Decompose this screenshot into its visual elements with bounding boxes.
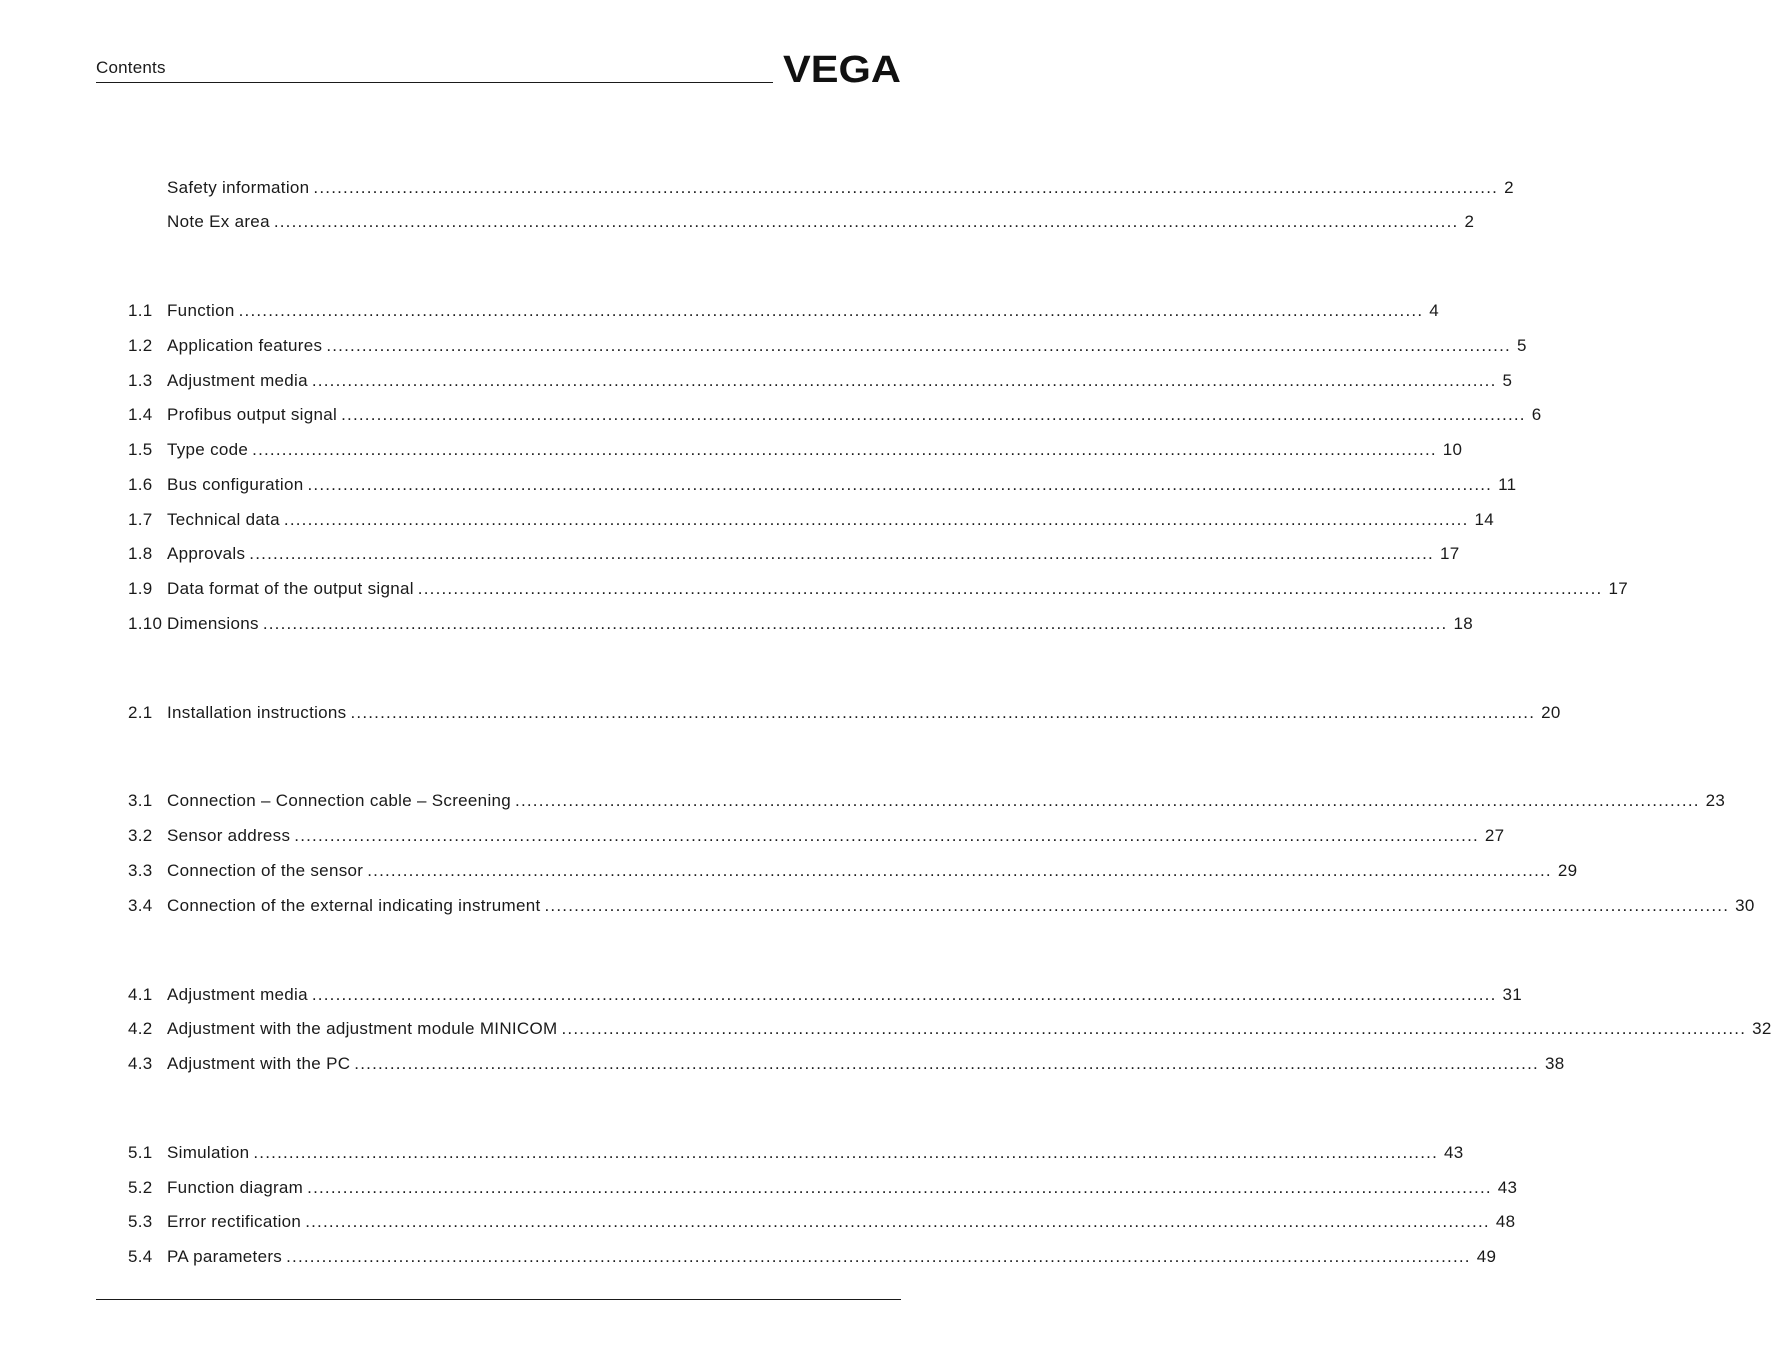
toc-entry-number: 1.9 xyxy=(128,579,153,598)
toc-entry[interactable] xyxy=(128,1210,1516,1234)
toc-entry-page: 18 xyxy=(1453,614,1473,633)
toc-entry[interactable] xyxy=(128,789,1726,813)
toc-dot-leader: ........................................................................................................................................................................................................ xyxy=(305,1212,1490,1231)
toc-dot-leader: ........................................................................................................................................................................................................ xyxy=(354,1054,1539,1073)
toc-entry[interactable] xyxy=(128,508,1495,532)
toc-entry-page: 43 xyxy=(1444,1143,1464,1162)
toc-entry-page: 31 xyxy=(1502,985,1523,1004)
toc-entry[interactable] xyxy=(128,542,1460,566)
toc-entry[interactable] xyxy=(128,210,1475,234)
toc-entry[interactable] xyxy=(128,824,1505,848)
toc-dot-leader: ........................................................................................................................................................................................................ xyxy=(286,1247,1471,1266)
toc-entry-title: Connection of the external indicating instrument xyxy=(167,896,541,915)
toc-entry-number: 1.1 xyxy=(128,301,153,320)
toc-entry-page: 5 xyxy=(1502,371,1513,390)
toc-dot-leader: ........................................................................................................................................................................................................ xyxy=(367,861,1552,880)
toc-entry-number: 1.10 xyxy=(128,614,163,633)
toc-entry-page: 27 xyxy=(1484,826,1505,845)
toc-entry-title: Connection – Connection cable – Screening xyxy=(167,791,512,810)
toc-entry[interactable] xyxy=(128,299,1440,323)
toc-entry-page: 5 xyxy=(1516,336,1527,355)
toc-dot-leader: ........................................................................................................................................................................................................ xyxy=(252,440,1437,459)
toc-entry-title: Data format of the output signal xyxy=(167,579,414,598)
toc-dot-leader: ........................................................................................................................................................................................................ xyxy=(313,178,1499,197)
toc-entry-number: 4.3 xyxy=(128,1054,153,1073)
toc-entry-number: 1.8 xyxy=(128,544,153,563)
toc-dot-leader: ........................................................................................................................................................................................................ xyxy=(311,985,1497,1004)
toc-entry-title: Function diagram xyxy=(167,1178,304,1197)
footer-divider xyxy=(96,1299,901,1300)
toc-entry-number: 4.1 xyxy=(128,985,153,1004)
toc-entry-page: 2 xyxy=(1504,178,1514,197)
toc-entry-title: Profibus output signal xyxy=(167,405,338,424)
toc-dot-leader: ........................................................................................................................................................................................................ xyxy=(262,614,1448,633)
toc-entry-number: 1.4 xyxy=(128,405,153,424)
toc-entry[interactable] xyxy=(128,859,1578,883)
toc-entry[interactable] xyxy=(128,438,1463,462)
toc-entry-page: 43 xyxy=(1497,1178,1518,1197)
toc-entry-title: Error rectification xyxy=(167,1212,302,1231)
toc-entry-title: Adjustment with the adjustment module MINICOM xyxy=(167,1019,558,1038)
toc-entry[interactable] xyxy=(128,403,1542,427)
toc-entry-title: Application features xyxy=(167,336,323,355)
toc-dot-leader: ........................................................................................................................................................................................................ xyxy=(294,826,1479,845)
toc-entry-page: 10 xyxy=(1442,440,1463,459)
toc-entry-title: PA parameters xyxy=(167,1247,283,1266)
toc-entry-title: Installation instructions xyxy=(167,703,347,722)
vega-logo-text: VEGA xyxy=(783,49,901,91)
toc-entry-page: 49 xyxy=(1476,1247,1497,1266)
toc-entry-page: 38 xyxy=(1544,1054,1565,1073)
toc-entry-page: 48 xyxy=(1495,1212,1516,1231)
toc-dot-leader: ........................................................................................................................................................................................................ xyxy=(561,1019,1747,1038)
toc-dot-leader: ........................................................................................................................................................................................................ xyxy=(417,579,1603,598)
toc-entry-title: Adjustment media xyxy=(167,371,308,390)
toc-dot-leader: ........................................................................................................................................................................................................ xyxy=(307,475,1493,494)
toc-entry[interactable] xyxy=(128,334,1527,358)
toc-entry[interactable] xyxy=(128,1176,1518,1200)
toc-entry-page: 6 xyxy=(1531,405,1542,424)
toc-entry-number: 5.2 xyxy=(128,1178,153,1197)
toc-entry[interactable] xyxy=(128,701,1561,725)
toc-entry-title: Type code xyxy=(167,440,249,459)
toc-entry[interactable] xyxy=(128,983,1523,1007)
toc-entry[interactable] xyxy=(128,176,1514,200)
toc-entry-page: 20 xyxy=(1541,703,1561,722)
toc-entry-number: 4.2 xyxy=(128,1019,153,1038)
toc-entry[interactable] xyxy=(128,1245,1497,1269)
toc-dot-leader: ........................................................................................................................................................................................................ xyxy=(253,1143,1439,1162)
toc-dot-leader: ........................................................................................................................................................................................................ xyxy=(341,405,1526,424)
toc-entry-title: Simulation xyxy=(167,1143,250,1162)
toc-entry-number: 5.3 xyxy=(128,1212,153,1231)
toc-entry[interactable] xyxy=(128,1017,1772,1041)
header-divider xyxy=(96,82,773,83)
toc-entry-number: 5.1 xyxy=(128,1143,153,1162)
toc-entry-title: Note Ex area xyxy=(167,212,270,231)
toc-dot-leader: ........................................................................................................................................................................................................ xyxy=(307,1178,1492,1197)
toc-entry-number: 2.1 xyxy=(128,703,153,722)
toc-entry-page: 17 xyxy=(1608,579,1628,598)
toc-entry-page: 4 xyxy=(1429,301,1440,320)
toc-dot-leader: ........................................................................................................................................................................................................ xyxy=(326,336,1511,355)
toc-entry-title: Function xyxy=(167,301,235,320)
toc-entry-page: 32 xyxy=(1752,1019,1772,1038)
toc-entry[interactable] xyxy=(128,369,1513,393)
toc-dot-leader: ........................................................................................................................................................................................................ xyxy=(311,371,1497,390)
toc-entry-page: 29 xyxy=(1557,861,1578,880)
toc-entry[interactable] xyxy=(128,894,1755,918)
toc-entry-title: Sensor address xyxy=(167,826,291,845)
toc-entry[interactable] xyxy=(128,1141,1464,1165)
toc-dot-leader: ........................................................................................................................................................................................................ xyxy=(544,896,1730,915)
toc-dot-leader: ........................................................................................................................................................................................................ xyxy=(350,703,1536,722)
toc-entry-page: 2 xyxy=(1464,212,1475,231)
toc-entry-number: 1.2 xyxy=(128,336,153,355)
toc-entry-title: Bus configuration xyxy=(167,475,304,494)
toc-entry[interactable] xyxy=(128,612,1473,636)
toc-entry-number: 1.5 xyxy=(128,440,153,459)
toc-dot-leader: ........................................................................................................................................................................................................ xyxy=(515,791,1700,810)
toc-entry-number: 1.6 xyxy=(128,475,153,494)
toc-entry-title: Approvals xyxy=(167,544,246,563)
toc-entry-number: 3.4 xyxy=(128,896,153,915)
toc-entry-title: Technical data xyxy=(167,510,280,529)
toc-entry[interactable] xyxy=(128,1052,1565,1076)
toc-entry-page: 30 xyxy=(1735,896,1755,915)
toc-entry-number: 1.3 xyxy=(128,371,153,390)
toc-dot-leader: ........................................................................................................................................................................................................ xyxy=(273,212,1459,231)
toc-entry-number: 1.7 xyxy=(128,510,153,529)
vega-logo xyxy=(782,49,902,91)
toc-entry-page: 11 xyxy=(1498,475,1517,494)
toc-entry-page: 23 xyxy=(1705,791,1726,810)
toc-entry[interactable] xyxy=(128,577,1628,601)
header-title: Contents xyxy=(96,58,166,77)
toc-entry-number: 3.3 xyxy=(128,861,153,880)
toc-entry-number: 3.1 xyxy=(128,791,153,810)
toc-entry[interactable] xyxy=(128,473,1517,497)
toc-entry-title: Connection of the sensor xyxy=(167,861,364,880)
toc-entry-number: 5.4 xyxy=(128,1247,153,1266)
toc-entry-page: 14 xyxy=(1474,510,1495,529)
toc-dot-leader: ........................................................................................................................................................................................................ xyxy=(238,301,1424,320)
toc-entry-number: 3.2 xyxy=(128,826,153,845)
toc-entry-title: Adjustment media xyxy=(167,985,308,1004)
toc-dot-leader: ........................................................................................................................................................................................................ xyxy=(283,510,1469,529)
toc-entry-title: Safety information xyxy=(167,178,310,197)
toc-entry-title: Adjustment with the PC xyxy=(167,1054,351,1073)
toc-entry-title: Dimensions xyxy=(167,614,259,633)
toc-entry-page: 17 xyxy=(1439,544,1460,563)
toc-dot-leader: ........................................................................................................................................................................................................ xyxy=(249,544,1434,563)
